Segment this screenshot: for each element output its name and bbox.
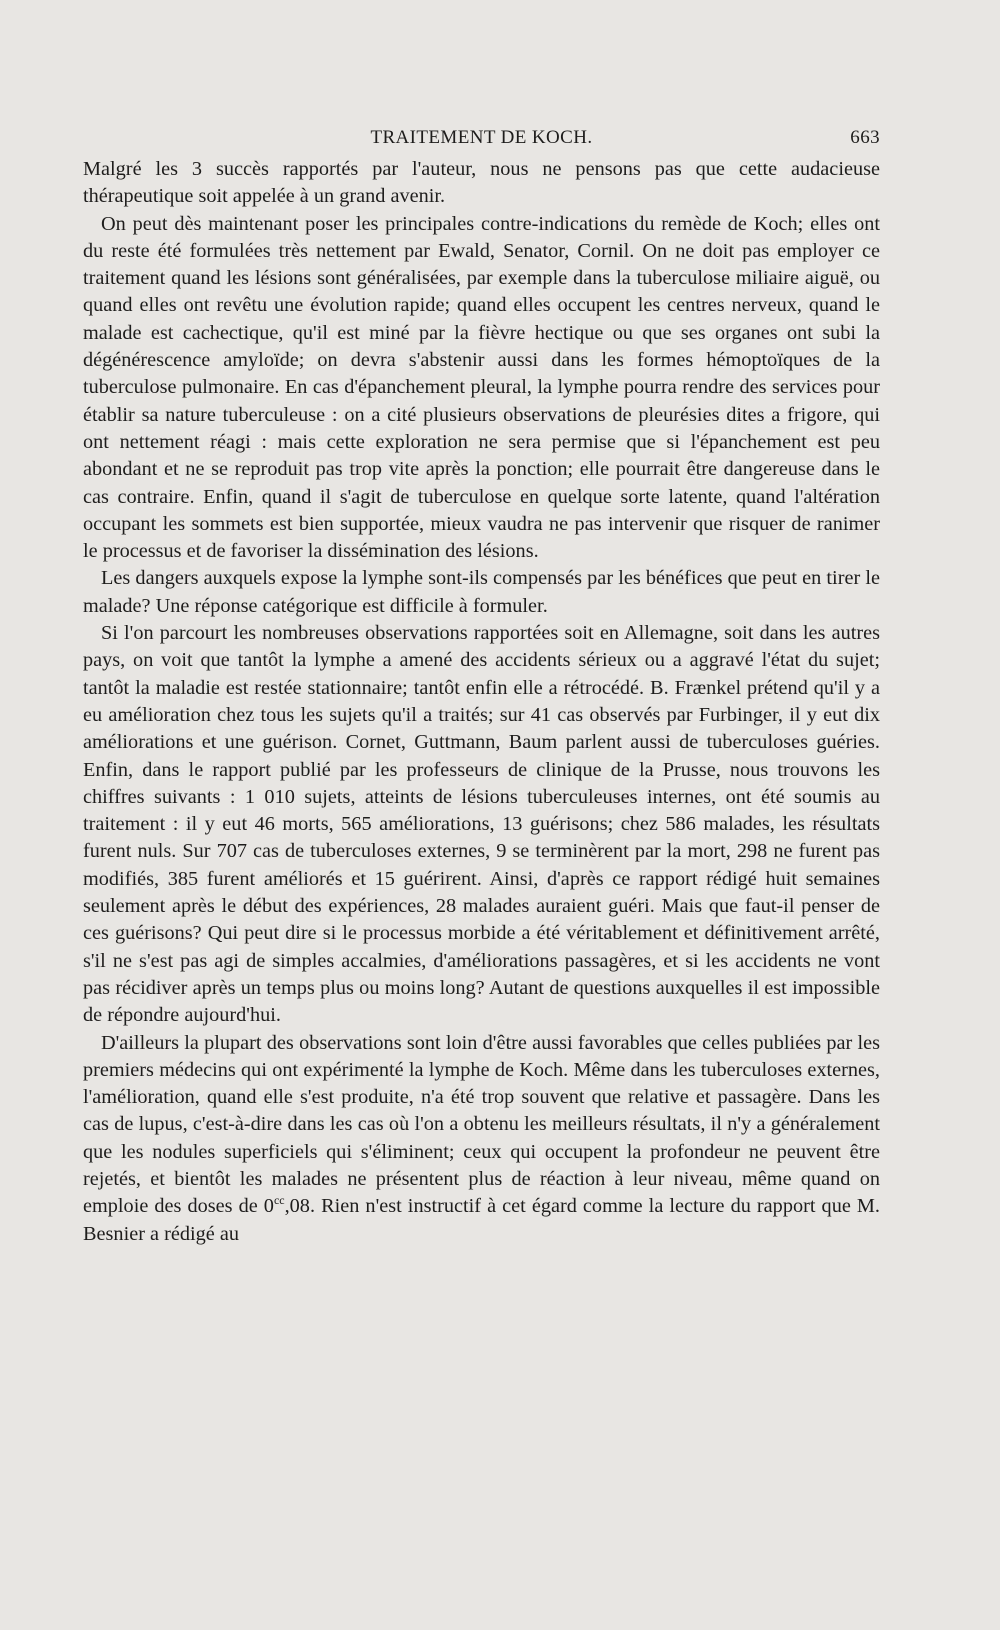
paragraph-lupus-text: D'ailleurs la plupart des observations sont loin d'être aussi favorables que celles publiées par les premiers médecins qui ont expérimenté la lymphe de Koch. Même dans les tuberculoses externes, l'amélioration, quand elle s'est produite, n'a été trop souvent que relative et passagère. Dans les cas de lupus, c'est-à-dire dans les cas où l'on a obtenu les meilleurs résultats, il n'y a généralement que les nodules superficiels qui s'éliminent; ceux qui occupent la profondeur ne peuvent être rejetés, et bientôt les malades ne présentent plus de réaction à leur niveau, même quand on emploie des doses de 0 bbox=[83, 1031, 880, 1218]
body-text bbox=[83, 156, 880, 1248]
page-number: 663 bbox=[850, 127, 880, 148]
paragraph-observations: Si l'on parcourt les nombreuses observations rapportées soit en Allemagne, soit dans les autres pays, on voit que tantôt la lymphe a amené des accidents sérieux ou a aggravé l'état du sujet; tantôt la maladie est restée stationnaire; tantôt enfin elle a rétrocédé. B. Frænkel prétend qu'il y a eu amélioration chez tous les sujets qu'il a traités; sur 41 cas observés par Furbinger, il y eut dix améliorations et une guérison. Cornet, Guttmann, Baum parlent aussi de tuberculoses guéries. Enfin, dans le rapport publié par les professeurs de clinique de la Prusse, nous trouvons les chiffres suivants : 1 010 sujets, atteints de lésions tuberculeuses internes, ont été soumis au traitement : il y eut 46 morts, 565 améliorations, 13 guérisons; chez 586 malades, les résultats furent nuls. Sur 707 cas de tuberculoses externes, 9 se terminèrent par la mort, 298 ne furent pas modifiés, 385 furent améliorés et 15 guérirent. Ainsi, d'après ce rapport rédigé huit semaines seulement après le début des expériences, 28 malades auraient guéri. Mais que faut-il penser de ces guérisons? Qui peut dire si le processus morbide a été véritablement et définitivement arrêté, s'il ne s'est pas agi de simples accalmies, d'améliorations passagères, et si les accidents ne vont pas récidiver après un temps plus ou moins long? Autant de questions auxquelles il est impossible de répondre aujourd'hui. bbox=[83, 622, 880, 1027]
paragraph-continuation: Malgré les 3 succès rapportés par l'auteur, nous ne pensons pas que cette audacieuse thérapeutique soit appelée à un grand avenir. bbox=[83, 158, 880, 208]
running-title: TRAITEMENT DE KOCH. bbox=[370, 127, 593, 148]
paragraph-lupus-end: ,08. Rien n'est instructif à cet égard comme la lecture du rapport que M. Besnier a rédigé au bbox=[83, 1195, 880, 1245]
paragraph-contraindications: On peut dès maintenant poser les principales contre-indications du remède de Koch; elles ont du reste été formulées très nettement par Ewald, Senator, Cornil. On ne doit pas employer ce traitement quand les lésions sont généralisées, par exemple dans la tuberculose miliaire aiguë, ou quand elles ont revêtu une évolution rapide; quand elles occupent les centres nerveux, quand le malade est cachectique, qu'il est miné par la fièvre hectique ou que ses organes ont subi la dégénérescence amyloïde; on devra s'abstenir aussi dans les formes hémoptoïques de la tuberculose pulmonaire. En cas d'épanchement pleural, la lymphe pourra rendre des services pour établir sa nature tuberculeuse : on a cité plusieurs observations de pleurésies dites a frigore, qui ont nettement réagi : mais cette exploration ne sera permise que si l'épanchement est peu abondant et ne se reproduit pas trop vite après la ponction; elle pourrait être dangereuse dans le cas contraire. Enfin, quand il s'agit de tuberculose en quelque sorte latente, quand l'altération occupant les sommets est bien supportée, mieux vaudra ne pas intervenir que risquer de ranimer le processus et de favoriser la dissémination des lésions. bbox=[83, 212, 880, 563]
dose-unit-superscript: cc bbox=[273, 1193, 285, 1208]
paragraph-dangers: Les dangers auxquels expose la lymphe sont-ils compensés par les bénéfices que peut en tirer le malade? Une réponse catégorique est difficile à formuler. bbox=[83, 567, 880, 617]
page-header bbox=[83, 127, 880, 155]
paragraph-lupus bbox=[83, 1030, 880, 1248]
